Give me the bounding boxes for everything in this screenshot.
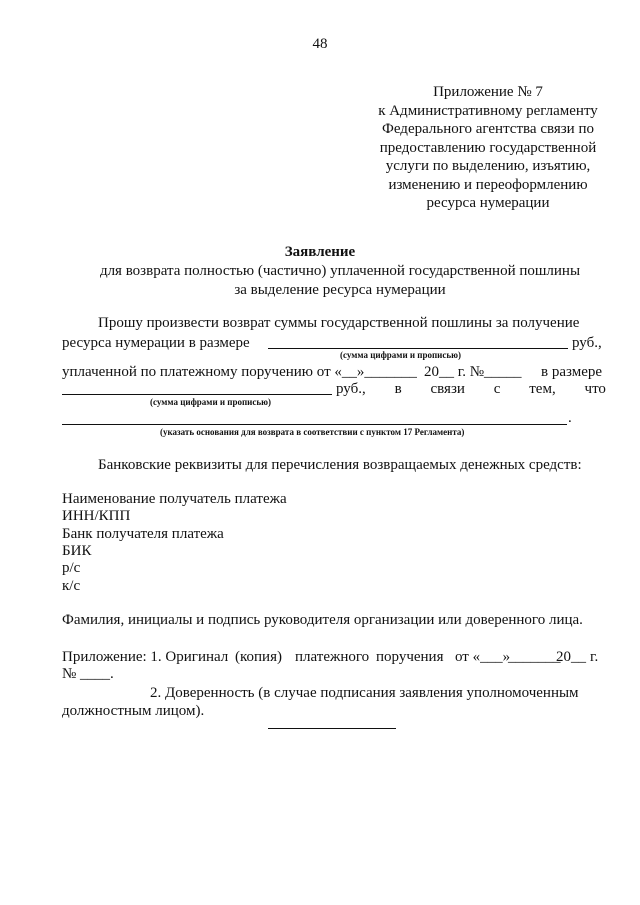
attachment-item-1-copy: (копия) — [235, 649, 282, 665]
page-number: 48 — [312, 36, 328, 52]
word: связи — [430, 381, 465, 397]
subtitle-line: за выделение ресурса нумерации — [234, 282, 446, 298]
word: с — [493, 381, 501, 397]
signature-instruction: Фамилия, инициалы и подпись руководителя организации или доверенного лица. — [62, 612, 583, 628]
reason-intro — [336, 380, 606, 399]
attachment-item-1-year: 20__ — [556, 649, 586, 665]
appendix-line: Федерального агентства связи по — [382, 121, 594, 137]
bank-field-bank: Банк получателя платежа — [62, 526, 224, 542]
order-year-number: 20__ г. №_____ — [424, 364, 522, 380]
rub-label-2: руб., — [336, 381, 366, 397]
document-subtitle — [80, 262, 600, 300]
amount-blank-line — [268, 348, 568, 349]
bank-field-recipient: Наименование получатель платежа — [62, 491, 287, 507]
attachment-item-1-number: № ____. — [62, 666, 114, 682]
appendix-line: к Административному регламенту — [378, 102, 598, 119]
attachment-item-1-order2: поручения — [376, 649, 444, 665]
bank-field-account: р/с — [62, 560, 81, 576]
word: тем, — [529, 381, 556, 397]
amount-hint: (сумма цифрами и прописью) — [340, 350, 461, 360]
attachment-item-1-order: платежного — [295, 649, 370, 665]
bank-heading: Банковские реквизиты для перечисления возвращаемых денежных средств: — [98, 457, 582, 473]
rub-label: руб., — [572, 335, 602, 351]
attachment-item-1-start: Приложение: 1. Оригинал — [62, 649, 229, 665]
document-title: Заявление — [284, 244, 356, 260]
closing-rule — [268, 728, 396, 729]
request-line-2: ресурса нумерации в размере — [62, 335, 250, 351]
subtitle-line: для возврата полностью (частично) уплаченной государственной пошлины — [99, 263, 581, 279]
bank-field-inn-kpp: ИНН/КПП — [62, 508, 131, 524]
reason-period: . — [568, 410, 572, 426]
word: что — [584, 381, 606, 397]
paid-by-order: уплаченной по платежному поручению от «__»_______ — [62, 364, 417, 380]
bank-field-bik: БИК — [62, 543, 92, 559]
reason-hint: (указать основания для возврата в соответствии с пунктом 17 Регламента) — [160, 427, 465, 437]
request-line-1: Прошу произвести возврат суммы государственной пошлины за получение — [98, 315, 580, 331]
reason-blank-line — [62, 424, 567, 425]
appendix-line: ресурса нумерации — [426, 195, 550, 211]
attachment-item-1-blank: _______ — [508, 649, 561, 665]
appendix-line: предоставлению государственной — [379, 139, 597, 156]
appendix-line: Приложение № 7 — [433, 84, 543, 100]
amount2-blank-line — [62, 394, 332, 395]
attachment-item-2-line-1: 2. Доверенность (в случае подписания заявления уполномоченным — [150, 685, 579, 701]
attachment-item-2-line-2: должностным лицом). — [62, 703, 205, 719]
attachment-item-1-g: г. — [590, 649, 599, 665]
word: в — [394, 381, 402, 397]
appendix-line: изменению и переоформлению — [388, 176, 588, 193]
appendix-header — [370, 83, 606, 213]
bank-field-corr-account: к/с — [62, 578, 81, 594]
appendix-line: услуги по выделению, изъятию, — [385, 158, 591, 174]
attachment-item-1-from: от «___» — [455, 649, 511, 665]
amount-hint-2: (сумма цифрами и прописью) — [150, 397, 271, 407]
in-amount-label: в размере — [541, 364, 603, 380]
